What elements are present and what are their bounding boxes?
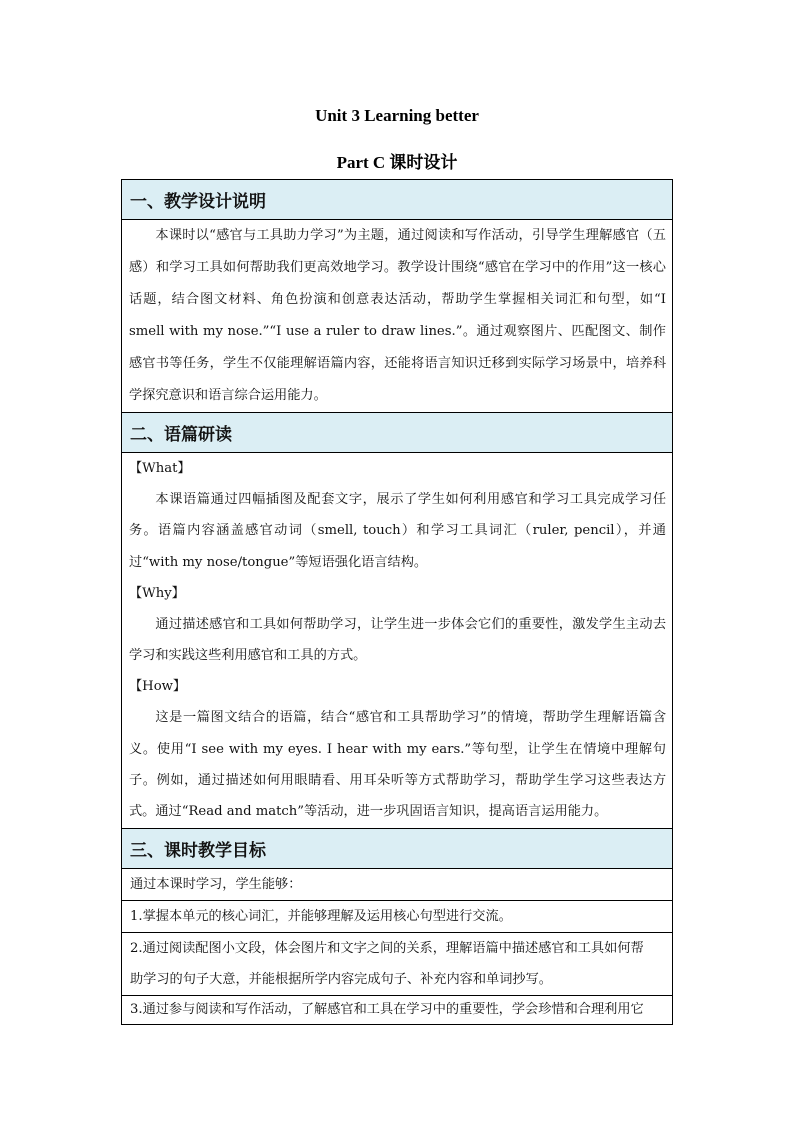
section-heading-design: 一、教学设计说明: [122, 180, 673, 220]
objective-item: [122, 996, 673, 1025]
how-line: 例如，通过描述如何用眼睛看、用耳朵听等方式帮助学习，帮助学生学习这些表达方式。: [129, 773, 667, 820]
text-analysis-cell: [122, 453, 673, 829]
how-line: 通过“Read and match”等活动，进一步巩固语言知识，提高语言运用能力。: [155, 804, 608, 820]
design-description-cell: [122, 220, 673, 413]
section-heading-objectives: 三、课时教学目标: [122, 829, 673, 869]
objectives-intro: 通过本课时学习，学生能够：: [130, 877, 302, 892]
design-description-paragraph: [129, 220, 666, 412]
why-line: 动去学习和实践这些利用感官和工具的方式。: [129, 616, 667, 664]
design-line: 和句型，如“I smell with my nose.”“I use a ruler to draw lines.”。通过观察图片、匹配: [129, 292, 666, 339]
what-line: 本课语篇通过四幅插图及配套文字，展示了学生如何利用感官和学习工具完成学习: [155, 492, 653, 507]
what-line: “with my nose/tongue”等短语强化语言结构。: [142, 554, 428, 570]
design-line: 图文、制作感官书等任务，学生不仅能理解语篇内容，还能将语言知识迁移到实际学习: [129, 324, 666, 371]
how-tag: 【How】: [129, 679, 187, 695]
how-line: 这是一篇图文结合的语篇，结合“感官和工具帮助学习”的情境，帮助学生理解语: [155, 710, 640, 726]
section-heading-analysis: 二、语篇研读: [122, 413, 673, 453]
design-line: 官（五感）和学习工具如何帮助我们更高效地学习。教学设计围绕“感官在学习中的作: [129, 228, 666, 275]
lesson-design-table: [121, 179, 673, 1025]
objective-line: 助学习的句子大意，并能根据所学内容完成句子、补充内容和单词抄写。: [130, 972, 552, 987]
why-tag: 【Why】: [129, 585, 185, 601]
design-line: 用”这一核心话题，结合图文材料、角色扮演和创意表达活动，帮助学生掌握相关词汇: [129, 260, 666, 307]
objective-item: [122, 901, 673, 933]
how-line: 篇含义。使用“I see with my eyes. I hear with my ears.”等句型，让学生在情境中理解句子。: [129, 710, 667, 789]
document-subtitle: Part C 课时设计: [336, 153, 458, 172]
why-line: 通过描述感官和工具如何帮助学习，让学生进一步体会它们的重要性，激发学生主: [155, 616, 640, 632]
what-line: 任务。语篇内容涵盖感官动词（smell, touch）和学习工具词汇（ruler, pencil），并通过: [129, 492, 666, 570]
design-line: 本课时以“感官与工具助力学习”为主题，通过阅读和写作活动，引导学生理解感: [155, 228, 626, 243]
how-paragraph: [129, 702, 666, 827]
objective-line: 2.通过阅读配图小文段，体会图片和文字之间的关系，理解语篇中描述感官和工具如何帮: [130, 941, 644, 956]
objective-line: 1.掌握本单元的核心词汇，并能够理解及运用核心句型进行交流。: [130, 909, 512, 924]
design-line: 场景中，培养科学探究意识和语言综合运用能力。: [129, 356, 667, 403]
objectives-intro-cell: [122, 869, 673, 901]
why-paragraph: [129, 609, 666, 672]
objective-line: 3.通过参与阅读和写作活动，了解感官和工具在学习中的重要性，学会珍惜和合理利用它: [130, 1002, 644, 1017]
what-paragraph: [129, 484, 666, 578]
objective-item: [122, 933, 673, 996]
document-title: Unit 3 Learning better: [315, 106, 479, 125]
what-tag: 【What】: [129, 461, 191, 476]
